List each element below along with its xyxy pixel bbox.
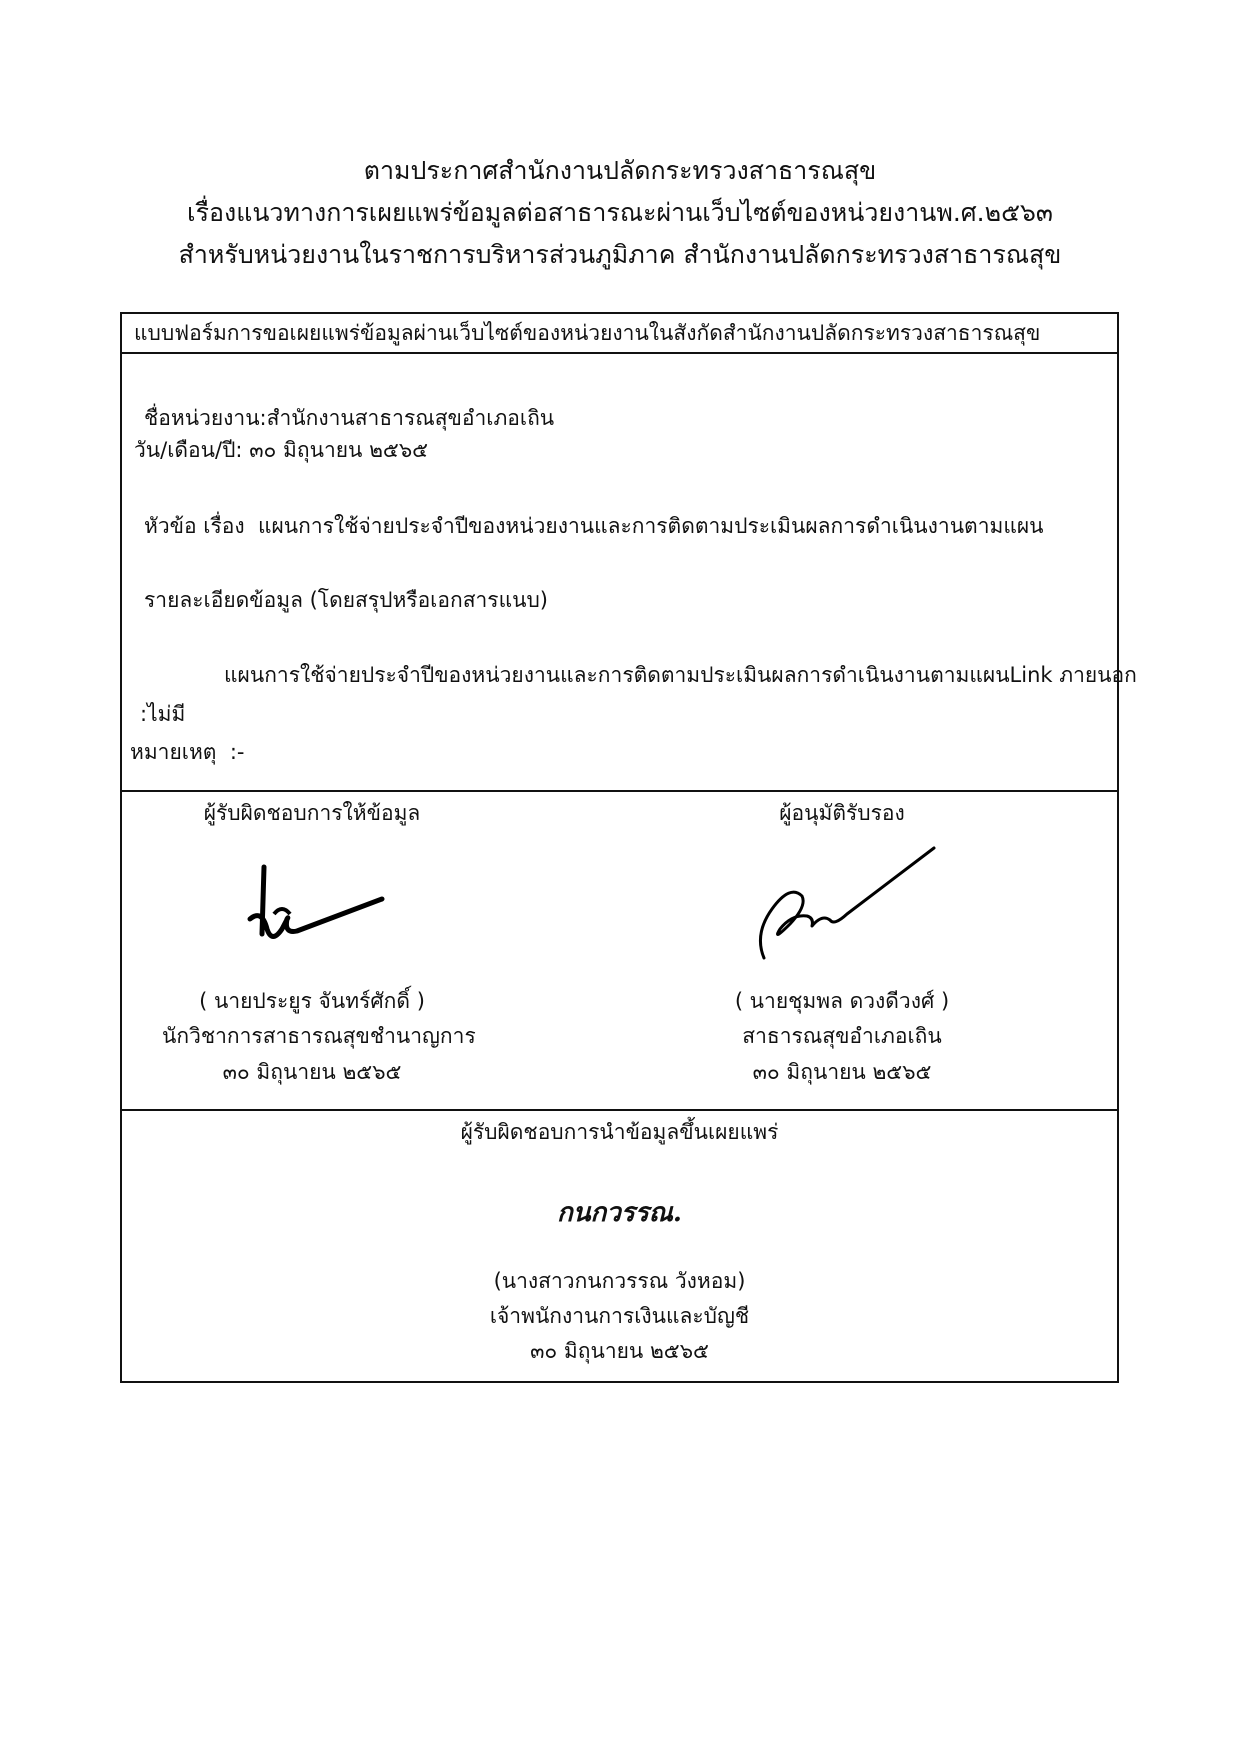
approver-date: ๓๐ มิถุนายน ๒๕๖๕ <box>752 1060 932 1084</box>
header-line-2: เรื่องแนวทางการเผยแพร่ข้อมูลต่อสาธารณะผ่านเว็บไซต์ของหน่วยงานพ.ศ.๒๕๖๓ <box>187 198 1053 227</box>
external-link-value: :ไม่มี <box>140 702 186 726</box>
approver-signature <box>752 834 942 964</box>
document-header <box>0 150 1240 276</box>
remark-label: หมายเหตุ <box>130 740 217 764</box>
provider-position: นักวิชาการสาธารณสุขชำนาญการ <box>162 1024 476 1048</box>
header-line-3: สำหรับหน่วยงานในราชการบริหารส่วนภูมิภาค สำนักงานปลัดกระทรวงสาธารณสุข <box>178 240 1062 269</box>
provider-heading: ผู้รับผิดชอบการให้ข้อมูล <box>203 801 421 825</box>
section-divider <box>122 1109 1117 1111</box>
header-line-1: ตามประกาศสำนักงานปลัดกระทรวงสาธารณสุข <box>363 156 877 185</box>
publisher-name: (นางสาวกนกวรรณ วังหอม) <box>493 1269 746 1293</box>
remark-row <box>130 737 244 767</box>
agency-row <box>144 403 554 433</box>
form-title: แบบฟอร์มการขอเผยแพร่ข้อมูลผ่านเว็บไซต์ของหน่วยงานในสังกัดสำนักงานปลัดกระทรวงสาธารณสุข <box>122 314 1117 354</box>
publisher-heading: ผู้รับผิดชอบการนำข้อมูลขึ้นเผยแพร่ <box>460 1120 779 1144</box>
topic-value: แผนการใช้จ่ายประจำปีของหน่วยงานและการติดตามประเมินผลการดำเนินงานตามแผน <box>257 514 1044 538</box>
approver-name: ( นายชุมพล ดวงดีวงศ์ ) <box>734 989 950 1013</box>
topic-label: หัวข้อ เรื่อง <box>144 514 245 538</box>
date-label: วัน/เดือน/ปี: <box>134 438 243 462</box>
provider-name: ( นายประยูร จันทร์ศักดิ์ ) <box>199 989 425 1013</box>
provider-date: ๓๐ มิถุนายน ๒๕๖๕ <box>222 1060 402 1084</box>
topic-row <box>144 511 1044 541</box>
agency-value: สำนักงานสาธารณสุขอำเภอเถิน <box>266 406 555 430</box>
approver-heading: ผู้อนุมัติรับรอง <box>779 801 905 825</box>
details-label: รายละเอียดข้อมูล (โดยสรุปหรือเอกสารแนบ) <box>144 588 548 612</box>
publisher-position: เจ้าพนักงานการเงินและบัญชี <box>489 1304 750 1328</box>
date-row <box>134 435 428 465</box>
publisher-signature: กนกวรรณ. <box>557 1198 682 1228</box>
approver-position: สาธารณสุขอำเภอเถิน <box>742 1024 942 1048</box>
date-value: ๓๐ มิถุนายน ๒๕๖๕ <box>249 438 429 462</box>
provider-signature <box>242 859 392 959</box>
agency-label: ชื่อหน่วยงาน: <box>144 406 267 430</box>
details-text: แผนการใช้จ่ายประจำปีของหน่วยงานและการติดตามประเมินผลการดำเนินงานตามแผนLink ภายนอก <box>224 663 1137 687</box>
remark-value: :- <box>229 740 245 764</box>
section-divider <box>122 790 1117 792</box>
publisher-date: ๓๐ มิถุนายน ๒๕๖๕ <box>530 1339 709 1363</box>
publication-request-form <box>120 312 1137 1383</box>
